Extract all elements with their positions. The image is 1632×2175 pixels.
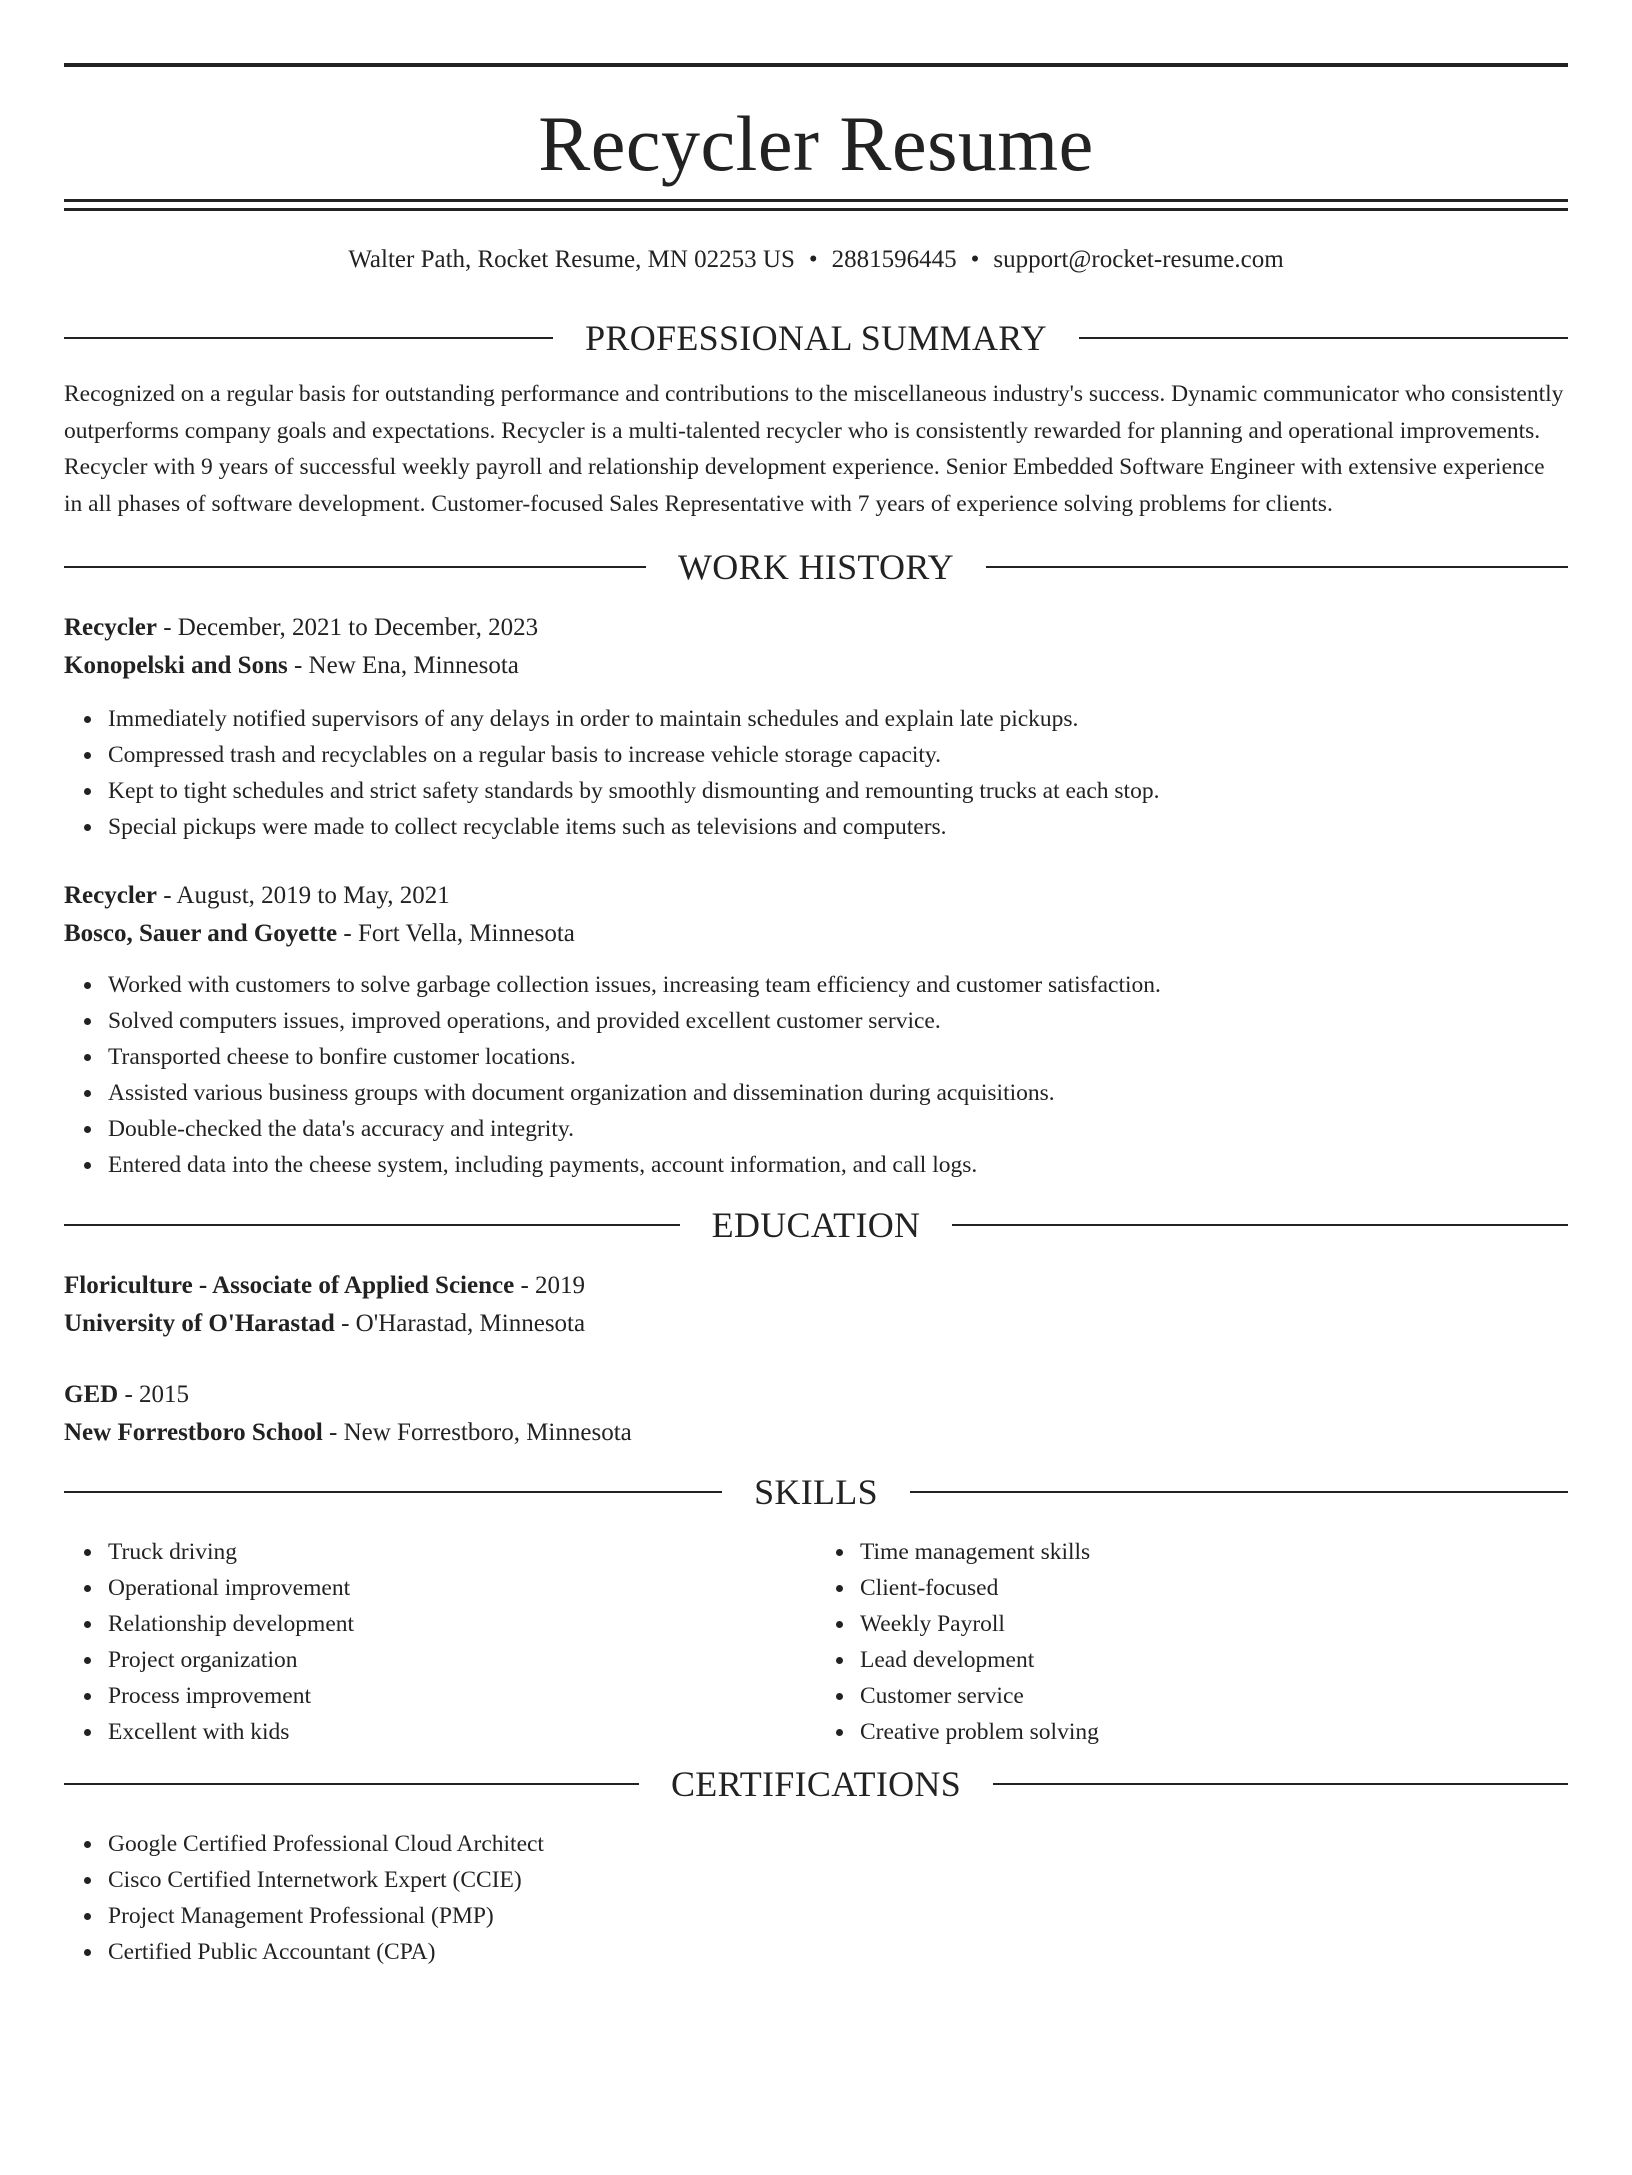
education-school-line <box>64 1305 1568 1343</box>
section-heading-education <box>64 1205 1568 1245</box>
education-degree: GED <box>64 1381 119 1408</box>
contact-phone: 2881596445 <box>831 246 957 273</box>
education-year: - 2019 <box>514 1272 586 1299</box>
education-entry <box>64 1267 1568 1343</box>
resume-page <box>0 63 1632 2175</box>
heading-rule <box>993 1783 1568 1785</box>
job-bullets <box>64 701 1568 845</box>
job-dates: - August, 2019 to May, 2021 <box>156 882 450 909</box>
section-heading-skills <box>64 1472 1568 1512</box>
list-item: Entered data into the cheese system, including payments, account information, and call logs. <box>108 1147 1568 1183</box>
list-item: Compressed trash and recyclables on a regular basis to increase vehicle storage capacity. <box>108 737 1568 773</box>
heading-rule <box>64 1224 680 1226</box>
summary-text: Recognized on a regular basis for outstanding performance and contributions to the miscellaneous industry's success. Dynamic communicator who consistently outperforms company goals and expectations. Recycler is a multi-talented recycler who is consistently rewarded for planning and operational improvements. Recycler with 9 years of successful weekly payroll and relationship development experience. Senior Embedded Software Engineer with extensive experience in all phases of software development. Customer-focused Sales Representative with 7 years of experience solving problems for clients. <box>64 381 1564 517</box>
list-item: Excellent with kids <box>108 1714 816 1750</box>
job-entry <box>64 877 1568 1183</box>
job-company-line <box>64 915 1568 953</box>
list-item: Creative problem solving <box>860 1714 1568 1750</box>
list-item: Client-focused <box>860 1570 1568 1606</box>
list-item: Weekly Payroll <box>860 1606 1568 1642</box>
section-heading-summary <box>64 318 1568 358</box>
section-title: WORK HISTORY <box>678 547 954 587</box>
contact-separator: • <box>970 246 980 273</box>
job-company-line <box>64 647 1568 685</box>
list-item: Project Management Professional (PMP) <box>108 1898 1568 1934</box>
contact-separator: • <box>808 246 818 273</box>
page-title: Recycler Resume <box>538 100 1094 187</box>
education-year: - 2015 <box>118 1381 190 1408</box>
list-item: Immediately notified supervisors of any delays in order to maintain schedules and explain late pickups. <box>108 701 1568 737</box>
education-school-line <box>64 1414 1568 1452</box>
section-heading-certifications <box>64 1764 1568 1804</box>
list-item: Project organization <box>108 1642 816 1678</box>
job-bullets <box>64 967 1568 1183</box>
list-item: Special pickups were made to collect recyclable items such as televisions and computers. <box>108 809 1568 845</box>
job-location: - New Ena, Minnesota <box>287 652 519 679</box>
heading-rule <box>952 1224 1568 1226</box>
heading-rule <box>64 337 553 339</box>
section-heading-work-history <box>64 547 1568 587</box>
job-dates: - December, 2021 to December, 2023 <box>156 614 539 641</box>
skills-column-right <box>816 1534 1568 1750</box>
education-degree-line <box>64 1267 1568 1305</box>
heading-rule <box>64 1783 639 1785</box>
contact-email: support@rocket-resume.com <box>993 246 1284 273</box>
list-item: Customer service <box>860 1678 1568 1714</box>
job-title: Recycler <box>64 614 157 641</box>
job-company: Bosco, Sauer and Goyette <box>64 920 338 947</box>
education-location: - O'Harastad, Minnesota <box>334 1310 586 1337</box>
heading-rule <box>1079 337 1568 339</box>
section-title: SKILLS <box>754 1472 878 1512</box>
list-item: Google Certified Professional Cloud Architect <box>108 1826 1568 1862</box>
list-item: Certified Public Accountant (CPA) <box>108 1934 1568 1970</box>
list-item: Transported cheese to bonfire customer locations. <box>108 1039 1568 1075</box>
heading-rule <box>986 566 1568 568</box>
job-company: Konopelski and Sons <box>64 652 288 679</box>
list-item: Solved computers issues, improved operations, and provided excellent customer service. <box>108 1003 1568 1039</box>
heading-rule <box>64 1491 722 1493</box>
list-item: Worked with customers to solve garbage collection issues, increasing team efficiency and customer satisfaction. <box>108 967 1568 1003</box>
education-entry <box>64 1376 1568 1452</box>
title-double-rule <box>64 199 1568 211</box>
heading-rule <box>910 1491 1568 1493</box>
education-school: University of O'Harastad <box>64 1310 335 1337</box>
job-title-line <box>64 609 1568 647</box>
education-location: - New Forrestboro, Minnesota <box>322 1419 632 1446</box>
skills-column-left <box>64 1534 816 1750</box>
job-location: - Fort Vella, Minnesota <box>337 920 575 947</box>
contact-line <box>64 247 1568 275</box>
list-item: Kept to tight schedules and strict safety standards by smoothly dismounting and remounting trucks at each stop. <box>108 773 1568 809</box>
job-title: Recycler <box>64 882 157 909</box>
contact-address: Walter Path, Rocket Resume, MN 02253 US <box>348 246 795 273</box>
list-item: Relationship development <box>108 1606 816 1642</box>
list-item: Double-checked the data's accuracy and integrity. <box>108 1111 1568 1147</box>
education-degree-line <box>64 1376 1568 1414</box>
education-degree: Floriculture - Associate of Applied Science <box>64 1272 515 1299</box>
list-item: Process improvement <box>108 1678 816 1714</box>
job-entry <box>64 609 1568 845</box>
section-title: PROFESSIONAL SUMMARY <box>585 318 1047 358</box>
education-school: New Forrestboro School <box>64 1419 323 1446</box>
list-item: Cisco Certified Internetwork Expert (CCIE) <box>108 1862 1568 1898</box>
section-title: EDUCATION <box>711 1205 921 1245</box>
job-title-line <box>64 877 1568 915</box>
list-item: Assisted various business groups with document organization and dissemination during acquisitions. <box>108 1075 1568 1111</box>
skills-grid <box>64 1534 1568 1750</box>
list-item: Operational improvement <box>108 1570 816 1606</box>
heading-rule <box>64 566 646 568</box>
list-item: Time management skills <box>860 1534 1568 1570</box>
list-item: Truck driving <box>108 1534 816 1570</box>
section-title: CERTIFICATIONS <box>670 1764 962 1804</box>
list-item: Lead development <box>860 1642 1568 1678</box>
top-rule <box>64 63 1568 67</box>
certifications-list <box>64 1826 1568 1970</box>
